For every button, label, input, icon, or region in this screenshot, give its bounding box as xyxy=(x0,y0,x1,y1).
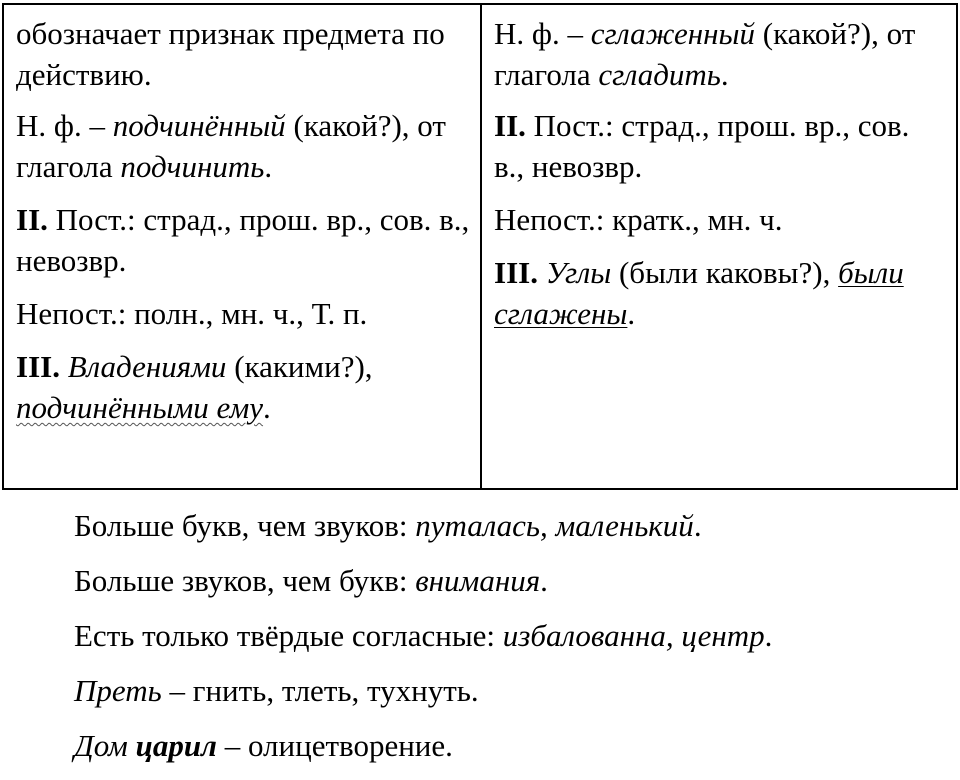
table-left-column xyxy=(4,5,482,488)
right-p4-word: Углы xyxy=(545,255,612,290)
left-paragraph-constant-features xyxy=(16,199,470,281)
right-p4-end: . xyxy=(627,296,636,331)
left-p5-end: . xyxy=(263,390,271,425)
right-p1-end: . xyxy=(720,57,729,92)
left-p5-word: Владениями xyxy=(67,349,227,384)
note-line-letters-more xyxy=(74,505,944,546)
right-p4-num: III. xyxy=(494,255,538,290)
right-p4-question: (были каковы?), xyxy=(611,255,839,290)
right-paragraph-initial-form xyxy=(494,13,946,95)
left-p2-end: . xyxy=(264,149,273,184)
left-p3-num: II. xyxy=(16,202,48,237)
left-p3-text: Пост.: страд., прош. вр., сов. в., невозвр. xyxy=(16,202,470,278)
table-right-column xyxy=(482,5,956,488)
note-2-plain: Больше звуков, чем букв: xyxy=(74,563,416,598)
left-p5-phrase: подчинёнными ему xyxy=(16,390,264,425)
left-paragraph-variable-features xyxy=(16,293,470,334)
right-paragraph-variable-features xyxy=(494,199,946,240)
note-4-rest: – гнить, тлеть, тухнуть. xyxy=(161,673,479,708)
left-paragraph-syntax-role xyxy=(16,346,470,428)
morphology-table xyxy=(2,3,958,490)
left-p2-word: подчинённый xyxy=(112,108,286,143)
left-p5-num: III. xyxy=(16,349,60,384)
right-p1-word: сглаженный xyxy=(590,16,756,51)
note-2-end: . xyxy=(540,563,548,598)
note-line-pret xyxy=(74,670,944,711)
right-p1-verb: сгладить xyxy=(598,57,721,92)
note-4-italic: Преть xyxy=(74,673,162,708)
note-line-sounds-more xyxy=(74,560,944,601)
note-1-italic: путалась, маленький xyxy=(415,508,694,543)
left-paragraph-1 xyxy=(16,13,470,95)
note-5-rest: – олицетворение. xyxy=(216,728,453,763)
right-p2-text: Пост.: страд., прош. вр., сов. в., невозвр. xyxy=(494,108,910,184)
note-5-italic: Дом xyxy=(74,728,136,763)
left-p2-verb: подчинить xyxy=(120,149,265,184)
note-1-end: . xyxy=(693,508,702,543)
right-p2-num: II. xyxy=(494,108,526,143)
note-3-plain: Есть только твёрдые согласные: xyxy=(74,618,503,653)
note-2-italic: внимания xyxy=(415,563,541,598)
left-p4-text: Непост.: полн., мн. ч., Т. п. xyxy=(16,296,368,331)
left-p2-middle: (какой?), от глагола xyxy=(16,108,446,184)
left-paragraph-initial-form xyxy=(16,105,470,187)
note-line-hard-consonants xyxy=(74,615,944,656)
left-p2-prefix: Н. ф. – xyxy=(16,108,113,143)
left-p5-question: (какими?), xyxy=(226,349,373,384)
right-p3-text: Непост.: кратк., мн. ч. xyxy=(494,202,783,237)
note-3-italic: избалованна, центр xyxy=(502,618,765,653)
note-5-bold-italic: царил xyxy=(135,728,217,763)
right-paragraph-constant-features xyxy=(494,105,946,187)
right-p1-prefix: Н. ф. – xyxy=(494,16,591,51)
right-p1-middle: (какой?), от глагола xyxy=(494,16,916,92)
right-p4-phrase: были сглажены xyxy=(494,255,904,331)
right-paragraph-syntax-role xyxy=(494,252,946,334)
left-p1-text: обозначает признак предмета по действию. xyxy=(16,16,445,92)
phonetics-notes xyxy=(74,505,944,780)
note-3-end: . xyxy=(764,618,773,653)
note-line-personification xyxy=(74,725,944,766)
note-1-plain: Больше букв, чем звуков: xyxy=(74,508,416,543)
